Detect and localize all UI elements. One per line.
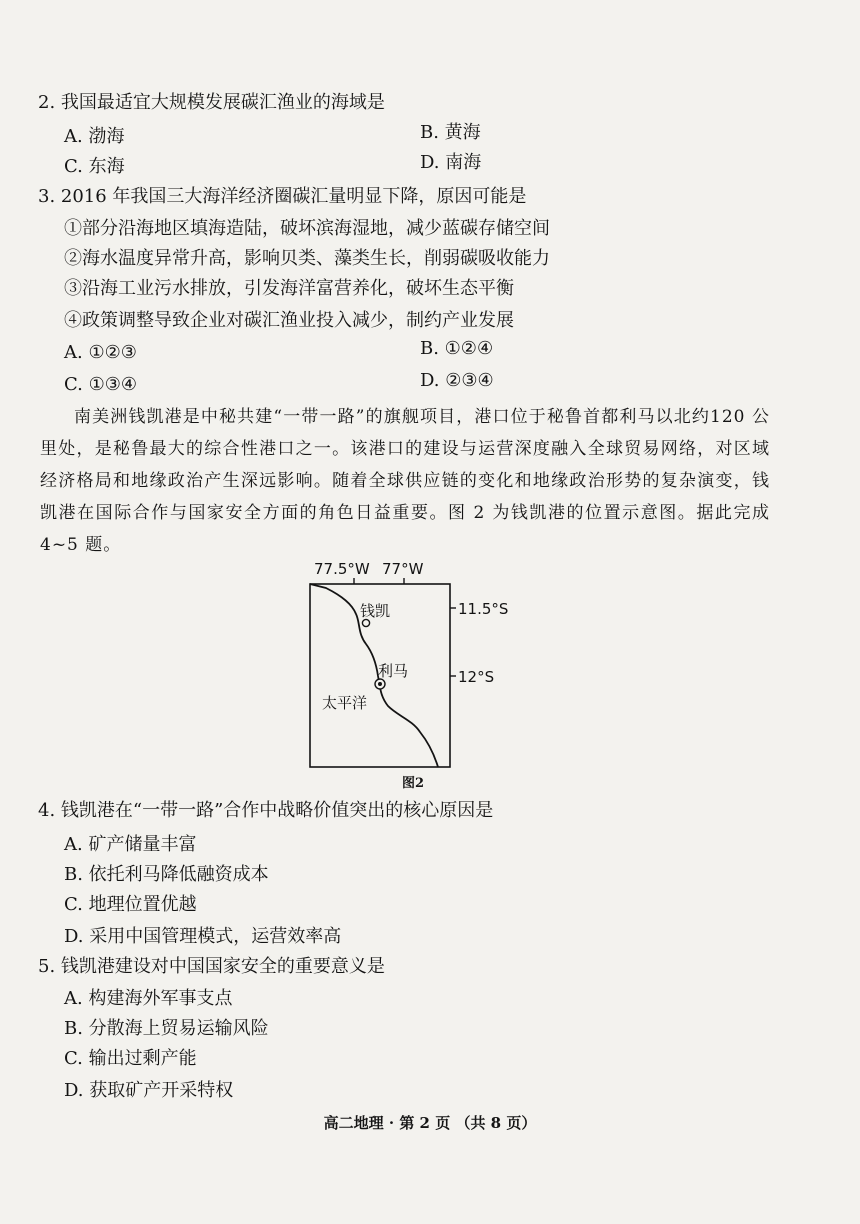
question-5-option-d: D. 获取矿产开采特权 <box>64 1080 234 1101</box>
question-3-option-a: A. ①②③ <box>64 342 137 363</box>
question-4-option-c: C. 地理位置优越 <box>64 894 197 915</box>
lon-label-77-5: 77.5°W <box>314 560 370 578</box>
question-3-statement-3: ③沿海工业污水排放，引发海洋富营养化，破坏生态平衡 <box>64 278 514 299</box>
question-4-option-a: A. 矿产储量丰富 <box>64 834 197 855</box>
lima-label: 利马 <box>378 662 409 680</box>
question-2-option-c: C. 东海 <box>64 156 125 177</box>
lat-label-12: 12°S <box>458 668 495 686</box>
location-map <box>296 552 526 777</box>
question-5-option-b: B. 分散海上贸易运输风险 <box>64 1018 269 1039</box>
question-4-option-b: B. 依托利马降低融资成本 <box>64 864 269 885</box>
question-2-option-b: B. 黄海 <box>420 122 481 143</box>
question-2-option-a: A. 渤海 <box>64 126 125 147</box>
question-3-statement-1: ①部分沿海地区填海造陆，破坏滨海湿地，减少蓝碳存储空间 <box>64 218 550 239</box>
lat-label-11-5: 11.5°S <box>458 600 509 618</box>
question-2-stem: 2. 我国最适宜大规模发展碳汇渔业的海域是 <box>38 92 385 113</box>
question-3-option-d: D. ②③④ <box>420 370 494 391</box>
question-5-option-c: C. 输出过剩产能 <box>64 1048 197 1069</box>
question-3-stem: 3. 2016 年我国三大海洋经济圈碳汇量明显下降，原因可能是 <box>38 186 527 207</box>
question-3-option-b: B. ①②④ <box>420 338 494 359</box>
lon-label-77: 77°W <box>382 560 424 578</box>
page-footer: 高二地理 · 第 2 页 （共 8 页） <box>323 1114 537 1132</box>
qiankai-port-marker <box>362 619 369 626</box>
question-4-stem: 4. 钱凯港在“一带一路”合作中战略价值突出的核心原因是 <box>38 800 494 821</box>
question-5-stem: 5. 钱凯港建设对中国国家安全的重要意义是 <box>38 956 385 977</box>
question-2-option-d: D. 南海 <box>420 152 482 173</box>
qiankai-label: 钱凯 <box>360 602 391 620</box>
figure-caption: 图2 <box>402 776 425 791</box>
pacific-ocean-label: 太平洋 <box>322 694 368 712</box>
question-3-option-c: C. ①③④ <box>64 374 137 395</box>
question-3-statement-2: ②海水温度异常升高，影响贝类、藻类生长，削弱碳吸收能力 <box>64 248 550 269</box>
question-3-statement-4: ④政策调整导致企业对碳汇渔业投入减少，制约产业发展 <box>64 310 514 331</box>
question-4-option-d: D. 采用中国管理模式，运营效率高 <box>64 926 342 947</box>
reading-passage: 南美洲钱凯港是中秘共建“一带一路”的旗舰项目，港口位于秘鲁首都利马以北约120 公里处，是秘鲁最大的综合性港口之一。该港口的建设与运营深度融入全球贸易网络，对区域经济格局和地缘政治产生深远影响。随着全球供应链的变化和地缘政治形势的复杂演变，钱凯港在国际合作与国家安全方面的角色日益重要。图 2 为钱凯港的位置示意图。据此完成 4~5 题。 <box>40 407 770 555</box>
question-5-option-a: A. 构建海外军事支点 <box>64 988 233 1009</box>
